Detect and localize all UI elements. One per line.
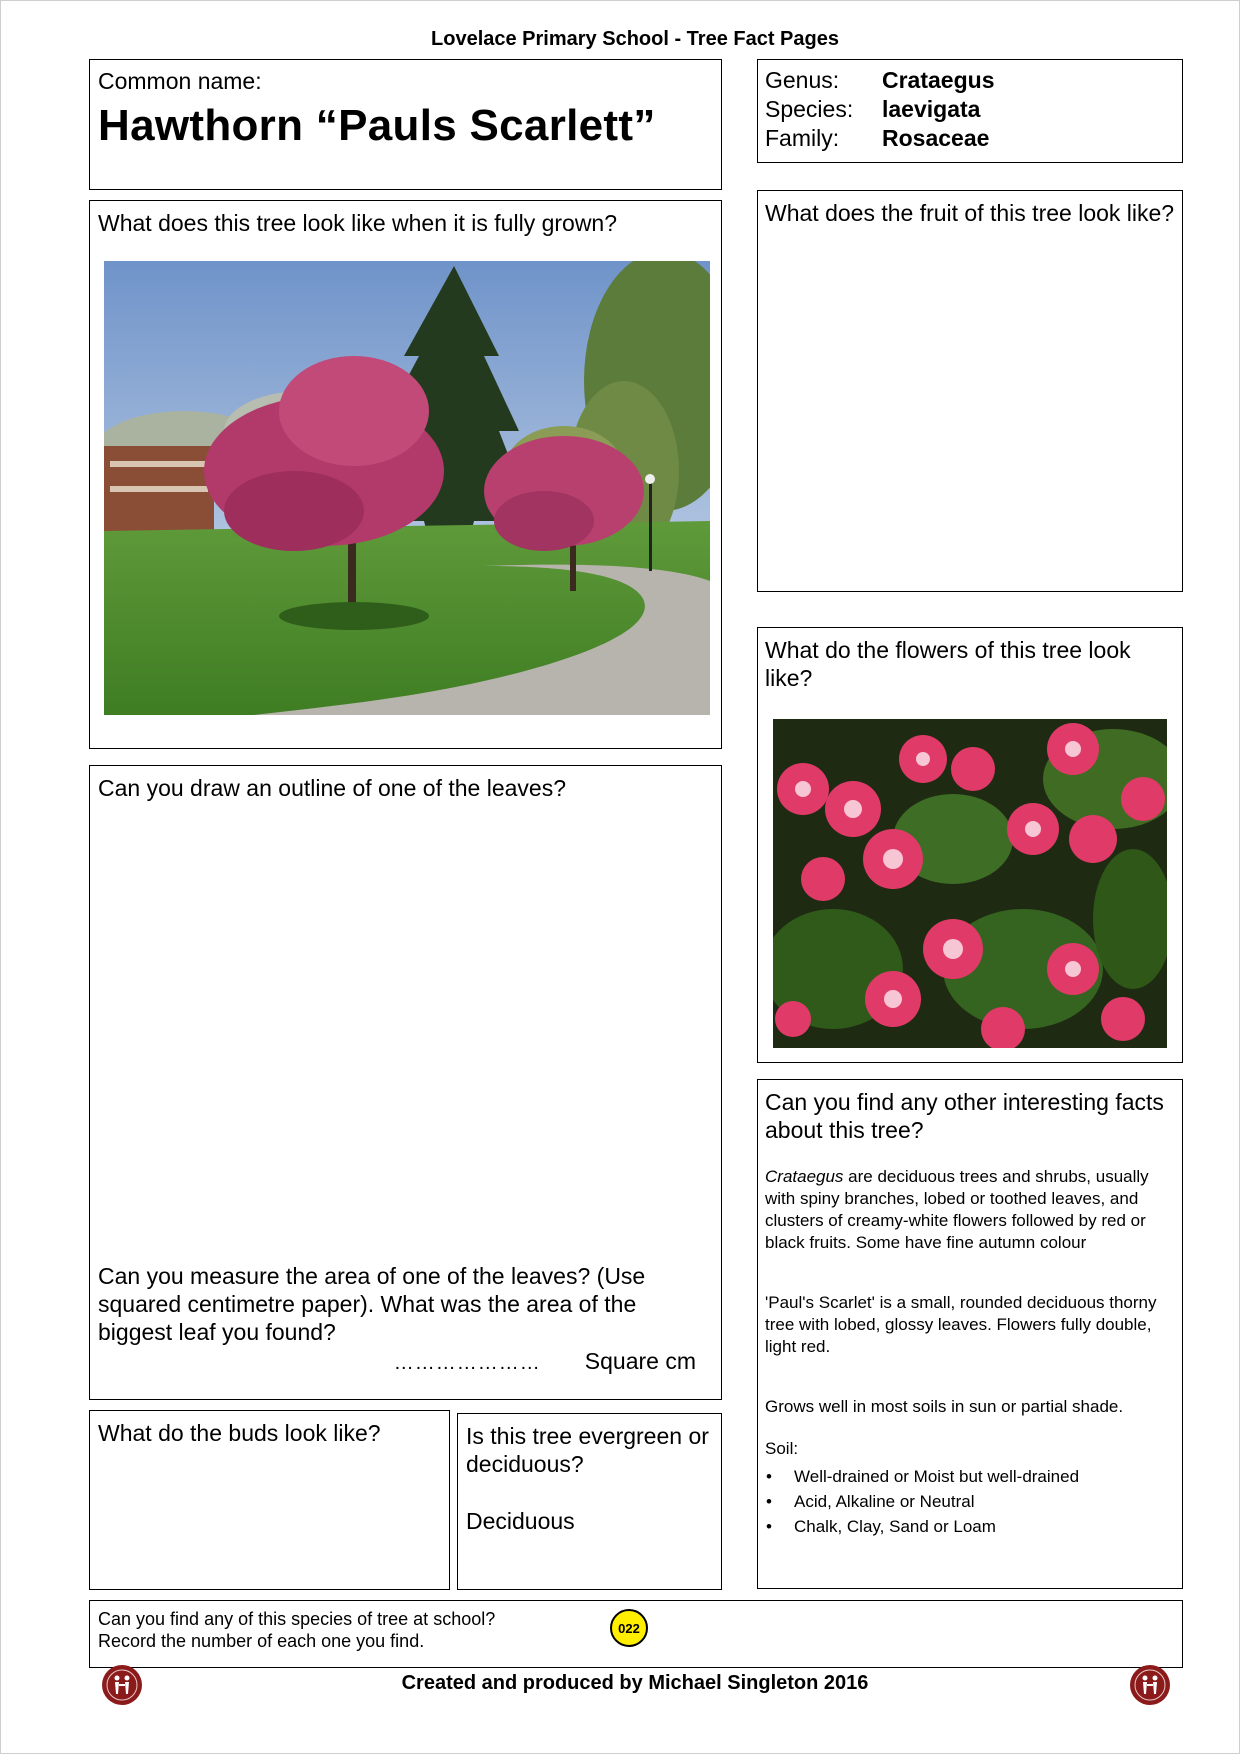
leaf-area-answer-row [98,1348,710,1375]
leaf-area-question: Can you measure the area of one of the leaves? (Use squared centimetre paper). What was the area of the biggest leaf you found? [98,1263,646,1345]
leaf-outline-box [89,765,722,1400]
fully-grown-box [89,200,722,749]
school-logo-icon [1129,1664,1171,1706]
school-count-line-1: Can you find any of this species of tree at school? [98,1609,496,1629]
fruit-question: What does the fruit of this tree look like? [765,200,1175,226]
soil-label: Soil: [765,1439,799,1458]
evergreen-box [457,1413,722,1590]
fully-grown-question: What does this tree look like when it is fully grown? [98,210,618,236]
evergreen-answer: Deciduous [466,1508,575,1534]
flowers-photo [773,719,1167,1048]
facts-genus-italic: Crataegus [765,1167,844,1186]
tree-photo [104,261,710,715]
facts-body [765,1166,1175,1418]
evergreen-question: Is this tree evergreen or deciduous? [466,1423,709,1477]
soil-list [765,1464,1175,1539]
soil-item: • Chalk, Clay, Sand or Loam [765,1514,1175,1539]
page-header-title: Lovelace Primary School - Tree Fact Pages [431,28,839,50]
leaf-area-answer-dots[interactable]: ………………… [393,1352,541,1374]
footer-credit: Created and produced by Michael Singleton 2016 [401,1672,869,1694]
leaf-area-section [98,1262,710,1375]
soil-item: • Acid, Alkaline or Neutral [765,1489,1175,1514]
facts-box [757,1079,1183,1589]
family-value: Rosaceae [882,125,990,151]
family-label: Family: [765,125,840,151]
species-row [765,95,1175,124]
leaf-area-unit: Square cm [584,1348,696,1374]
school-count-line-2: Record the number of each one you find. [98,1631,425,1651]
genus-value: Crataegus [882,67,995,93]
fruit-box [757,190,1183,592]
buds-box [89,1410,450,1590]
species-label: Species: [765,96,854,122]
facts-paragraph-3: Grows well in most soils in sun or partial shade. [765,1397,1124,1416]
facts-paragraph-2: 'Paul's Scarlet' is a small, rounded deciduous thorny tree with lobed, glossy leaves. Flowers fully double, light red. [765,1293,1157,1356]
school-count-box [89,1600,1183,1668]
buds-question: What do the buds look like? [98,1420,381,1446]
taxonomy-box [757,59,1183,163]
facts-paragraph-1 [765,1166,1175,1254]
common-name-value: Hawthorn “Pauls Scarlett” [98,101,656,150]
facts-question: Can you find any other interesting facts about this tree? [765,1089,1164,1143]
genus-label: Genus: [765,67,840,93]
species-value: laevigata [882,96,981,122]
flowers-box [757,627,1183,1063]
facts-paragraph-1-text: are deciduous trees and shrubs, usually with spiny branches, lobed or toothed leaves, and clusters of creamy-white flowers followed by red or black fruits. Some have fine autumn colour [765,1167,1149,1252]
common-name-label: Common name: [98,68,262,94]
soil-item: • Well-drained or Moist but well-drained [765,1464,1175,1489]
page-number-badge: 022 [610,1609,648,1647]
family-row [765,124,1175,153]
flowers-question: What do the flowers of this tree look like? [765,637,1131,691]
genus-row [765,66,1175,95]
common-name-box [89,59,722,190]
leaf-outline-question: Can you draw an outline of one of the leaves? [98,775,566,801]
